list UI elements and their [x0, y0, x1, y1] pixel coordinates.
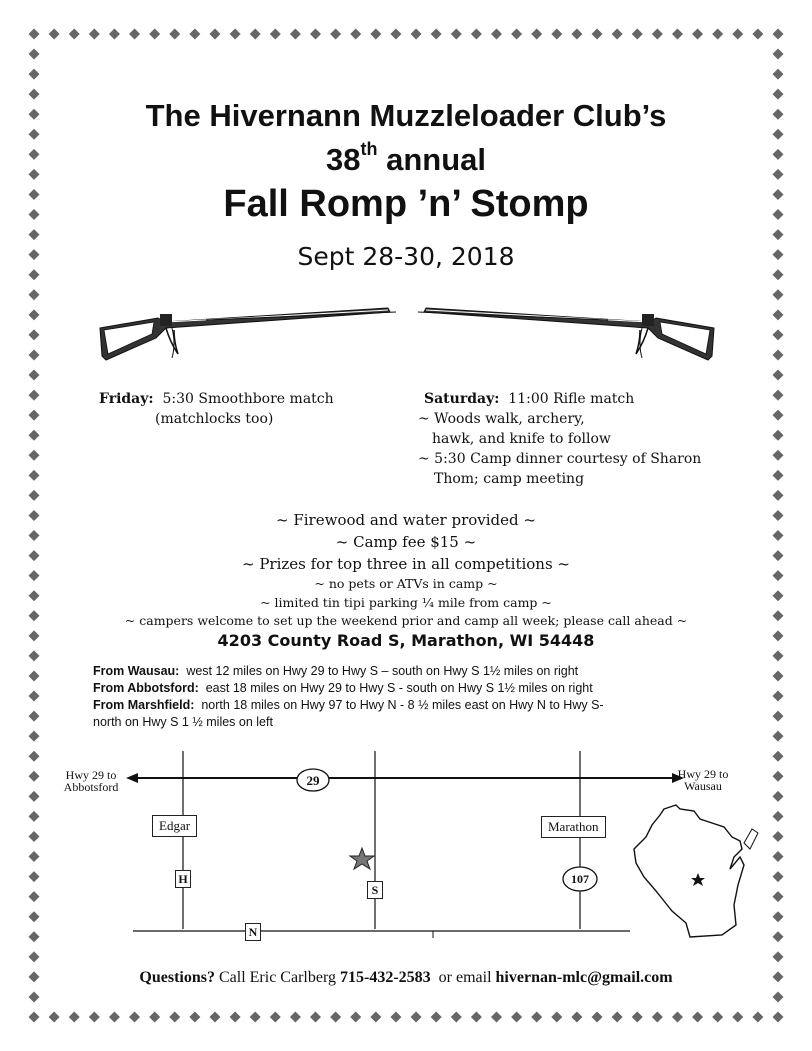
border-diamond [471, 1012, 482, 1023]
map-east-label [668, 768, 738, 792]
event-dates: Sept 28-30, 2018 [297, 242, 515, 271]
border-diamond [189, 1012, 200, 1023]
annual-suffix: th [360, 138, 378, 159]
note-parking: ~ limited tin tipi parking ¼ mile from camp ~ [260, 595, 552, 610]
musket-right-icon [418, 298, 718, 364]
border-diamond [29, 370, 40, 381]
border-diamond [290, 29, 301, 40]
dir-wausau-text: west 12 miles on Hwy 29 to Hwy S – south on Hwy S 1½ miles on right [186, 664, 579, 678]
town-marathon: Marathon [541, 816, 606, 838]
border-diamond [330, 29, 341, 40]
border-diamond [451, 1012, 462, 1023]
border-diamond [29, 1012, 40, 1023]
camp-star-icon [350, 848, 374, 869]
border-diamond [310, 29, 321, 40]
border-diamond [592, 1012, 603, 1023]
border-diamond [531, 29, 542, 40]
border-diamond [612, 29, 623, 40]
border-diamond [29, 991, 40, 1002]
border-diamond [29, 29, 40, 40]
border-diamond [49, 1012, 60, 1023]
event-title: Fall Romp ’n’ Stomp [223, 183, 589, 225]
saturday-line-1: 11:00 Rifle match [508, 391, 635, 407]
wisconsin-outline-icon [634, 805, 744, 937]
hwy-107-label: 107 [571, 872, 589, 886]
border-diamond [773, 430, 784, 441]
border-diamond [692, 1012, 703, 1023]
border-diamond [672, 1012, 683, 1023]
note-firewood: ~ Firewood and water provided ~ [276, 511, 536, 529]
border-diamond [29, 69, 40, 80]
friday-label: Friday: [99, 391, 154, 407]
map-west-label [56, 769, 126, 793]
border-diamond [250, 29, 261, 40]
border-diamond [773, 229, 784, 240]
border-diamond [169, 1012, 180, 1023]
border-diamond [773, 410, 784, 421]
border-diamond [773, 470, 784, 481]
border-diamond [370, 1012, 381, 1023]
or-email-text: or email [438, 969, 492, 986]
questions-label: Questions? [139, 969, 215, 986]
border-diamond [652, 1012, 663, 1023]
note-pets: ~ no pets or ATVs in camp ~ [314, 576, 498, 591]
border-diamond [773, 450, 784, 461]
border-diamond [270, 29, 281, 40]
border-diamond [29, 410, 40, 421]
note-prizes: ~ Prizes for top three in all competitions ~ [241, 555, 570, 573]
saturday-line-2: ~ Woods walk, archery, [418, 411, 585, 427]
border-diamond [270, 1012, 281, 1023]
border-diamond [571, 29, 582, 40]
border-diamond [672, 29, 683, 40]
border-diamond [69, 1012, 80, 1023]
border-diamond [692, 29, 703, 40]
musket-left-icon [96, 298, 396, 364]
border-diamond [511, 1012, 522, 1023]
route-h: H [175, 870, 191, 888]
border-diamond [531, 1012, 542, 1023]
border-diamond [773, 309, 784, 320]
contact-line [0, 969, 812, 987]
dir-wausau-label: From Wausau: [93, 664, 180, 678]
border-diamond [89, 1012, 100, 1023]
border-diamond [29, 430, 40, 441]
border-diamond [29, 329, 40, 340]
border-diamond [29, 450, 40, 461]
border-diamond [250, 1012, 261, 1023]
border-diamond [129, 1012, 140, 1023]
dir-marshfield-text: north 18 miles on Hwy 97 to Hwy N - 8 ½ miles east on Hwy N to Hwy S- [201, 698, 604, 712]
phone-number: 715-432-2583 [339, 969, 431, 986]
border-diamond [350, 29, 361, 40]
border-diamond [752, 1012, 763, 1023]
border-diamond [29, 470, 40, 481]
border-diamond [230, 29, 241, 40]
border-diamond [230, 1012, 241, 1023]
map-west-label-2: Abbotsford [63, 780, 119, 794]
border-diamond [773, 650, 784, 661]
dir-abbotsford-label: From Abbotsford: [93, 681, 199, 695]
hwy-29-label: 29 [306, 773, 320, 788]
border-diamond [773, 951, 784, 962]
border-diamond [571, 1012, 582, 1023]
border-diamond [29, 731, 40, 742]
border-diamond [773, 1012, 784, 1023]
club-name: The Hivernann Muzzleloader Club’s [145, 98, 667, 133]
border-diamond [511, 29, 522, 40]
route-s: S [367, 881, 383, 899]
border-diamond [773, 711, 784, 722]
border-diamond [29, 349, 40, 360]
border-diamond [431, 1012, 442, 1023]
border-diamond [732, 29, 743, 40]
border-diamond [390, 1012, 401, 1023]
border-diamond [652, 29, 663, 40]
border-diamond [149, 1012, 160, 1023]
border-diamond [189, 29, 200, 40]
friday-line-2: (matchlocks too) [155, 411, 274, 427]
border-diamond [29, 650, 40, 661]
email-address: hivernan-mlc@gmail.com [495, 969, 673, 986]
directions [93, 663, 604, 731]
border-diamond [612, 1012, 623, 1023]
border-diamond [471, 29, 482, 40]
border-diamond [370, 29, 381, 40]
border-diamond [773, 991, 784, 1002]
border-diamond [310, 1012, 321, 1023]
border-diamond [773, 29, 784, 40]
route-n: N [245, 923, 261, 941]
saturday-schedule [418, 389, 701, 489]
border-diamond [712, 29, 723, 40]
border-diamond [773, 49, 784, 60]
border-diamond [551, 29, 562, 40]
border-diamond [732, 1012, 743, 1023]
saturday-line-3: hawk, and knife to follow [432, 431, 611, 447]
border-diamond [632, 1012, 643, 1023]
note-camp-fee: ~ Camp fee $15 ~ [335, 533, 477, 551]
border-diamond [752, 29, 763, 40]
annual-line [0, 138, 812, 178]
border-diamond [69, 29, 80, 40]
border-diamond [773, 390, 784, 401]
border-diamond [149, 29, 160, 40]
border-diamond [109, 1012, 120, 1023]
dir-abbotsford-text: east 18 miles on Hwy 29 to Hwy S - south on Hwy S 1½ miles on right [205, 681, 593, 695]
town-edgar: Edgar [152, 815, 197, 837]
annual-word: annual [386, 142, 486, 177]
border-diamond [491, 29, 502, 40]
border-diamond [773, 69, 784, 80]
west-arrow-icon [126, 773, 138, 783]
call-text: Call Eric Carlberg [218, 969, 336, 986]
border-diamond [451, 29, 462, 40]
border-diamond [773, 490, 784, 501]
border-diamond [29, 289, 40, 300]
border-diamond [89, 29, 100, 40]
border-diamond [29, 49, 40, 60]
border-diamond [773, 349, 784, 360]
border-diamond [350, 1012, 361, 1023]
border-diamond [129, 29, 140, 40]
border-diamond [773, 731, 784, 742]
border-diamond [29, 951, 40, 962]
border-diamond [290, 1012, 301, 1023]
border-diamond [49, 29, 60, 40]
dir-marshfield-text-2: north on Hwy S 1 ½ miles on left [93, 715, 273, 729]
border-diamond [29, 229, 40, 240]
door-county-icon [744, 829, 758, 849]
border-diamond [29, 390, 40, 401]
border-diamond [773, 370, 784, 381]
border-diamond [169, 29, 180, 40]
saturday-line-5: Thom; camp meeting [434, 471, 585, 487]
map-east-label-2: Wausau [684, 779, 722, 793]
saturday-label: Saturday: [424, 391, 500, 407]
border-diamond [29, 691, 40, 702]
border-diamond [773, 329, 784, 340]
border-diamond [773, 670, 784, 681]
dir-marshfield-label: From Marshfield: [93, 698, 195, 712]
border-diamond [491, 1012, 502, 1023]
annual-number: 38 [325, 142, 361, 177]
border-diamond [411, 1012, 422, 1023]
border-diamond [209, 1012, 220, 1023]
border-diamond [411, 29, 422, 40]
note-campers: ~ campers welcome to set up the weekend prior and camp all week; please call ahead ~ [124, 613, 688, 628]
camp-address: 4203 County Road S, Marathon, WI 54448 [217, 631, 595, 650]
border-diamond [773, 289, 784, 300]
border-diamond [773, 691, 784, 702]
border-diamond [29, 309, 40, 320]
map-east-label-1: Hwy 29 to [677, 767, 729, 781]
border-diamond [712, 1012, 723, 1023]
border-diamond [551, 1012, 562, 1023]
border-diamond [29, 670, 40, 681]
friday-line-1: 5:30 Smoothbore match [162, 391, 334, 407]
border-diamond [431, 29, 442, 40]
saturday-line-4: ~ 5:30 Camp dinner courtesy of Sharon [418, 451, 702, 467]
border-diamond [109, 29, 120, 40]
map-west-label-1: Hwy 29 to [65, 768, 117, 782]
border-diamond [592, 29, 603, 40]
border-diamond [390, 29, 401, 40]
border-diamond [29, 490, 40, 501]
border-diamond [632, 29, 643, 40]
border-diamond [330, 1012, 341, 1023]
friday-schedule [99, 389, 334, 429]
border-diamond [209, 29, 220, 40]
border-diamond [29, 711, 40, 722]
